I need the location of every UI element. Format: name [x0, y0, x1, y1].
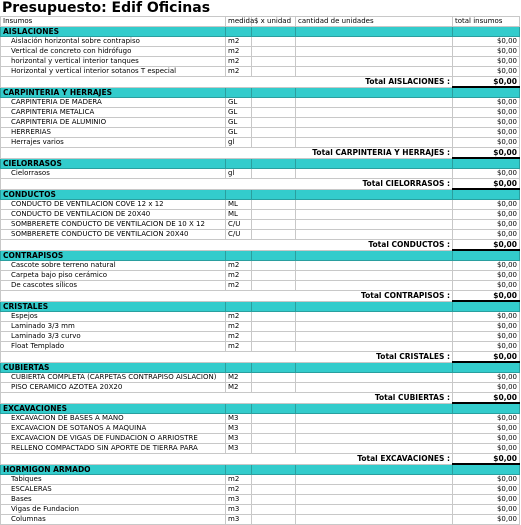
section-total-row	[1, 393, 520, 404]
item-description[interactable]: Horizontal y vertical interior sotanos T especial	[1, 67, 226, 77]
item-total[interactable]: $0,00	[453, 485, 520, 495]
item-total[interactable]: $0,00	[453, 118, 520, 128]
item-row	[1, 485, 520, 495]
item-price-cell[interactable]	[252, 37, 296, 47]
section-header-cell[interactable]	[296, 189, 453, 200]
item-unit[interactable]: m2	[226, 67, 252, 77]
item-total[interactable]: $0,00	[453, 424, 520, 434]
item-row	[1, 414, 520, 424]
item-total[interactable]: $0,00	[453, 312, 520, 322]
section-total-label: Total EXCAVACIONES :	[1, 454, 453, 465]
item-price-cell[interactable]	[252, 373, 296, 383]
item-unit[interactable]: M3	[226, 424, 252, 434]
item-unit[interactable]: m2	[226, 322, 252, 332]
item-row	[1, 169, 520, 179]
section-total-value[interactable]: $0,00	[453, 179, 520, 190]
item-row	[1, 230, 520, 240]
item-description[interactable]: Vigas de Fundacion	[1, 505, 226, 515]
item-total[interactable]: $0,00	[453, 169, 520, 179]
section-header-row	[1, 403, 520, 414]
item-price-cell[interactable]	[252, 128, 296, 138]
item-total[interactable]: $0,00	[453, 271, 520, 281]
item-quantity-cell[interactable]	[296, 485, 453, 495]
item-row	[1, 118, 520, 128]
item-price-cell[interactable]	[252, 495, 296, 505]
section-title[interactable]: HORMIGON ARMADO	[1, 464, 226, 475]
item-description[interactable]: SOMBRERETE CONDUCTO DE VENTILACION DE 10 X 12	[1, 220, 226, 230]
item-description[interactable]: PISO CERAMICO AZOTEA 20X20	[1, 383, 226, 393]
item-quantity-cell[interactable]	[296, 210, 453, 220]
section-header-cell[interactable]	[296, 87, 453, 98]
section-header-cell[interactable]	[226, 464, 252, 475]
item-quantity-cell[interactable]	[296, 414, 453, 424]
item-total[interactable]: $0,00	[453, 434, 520, 444]
item-description[interactable]: RELLENO COMPACTADO SIN APORTE DE TIERRA PARA	[1, 444, 226, 454]
item-price-cell[interactable]	[252, 200, 296, 210]
section-header-cell[interactable]	[226, 301, 252, 312]
section-title[interactable]: AISLACIONES	[1, 27, 226, 37]
item-price-cell[interactable]	[252, 424, 296, 434]
section-header-cell[interactable]	[453, 158, 520, 169]
section-total-row	[1, 454, 520, 465]
section-header-row	[1, 158, 520, 169]
item-price-cell[interactable]	[252, 47, 296, 57]
item-description[interactable]: HERRERIAS	[1, 128, 226, 138]
section-header-cell[interactable]	[252, 301, 296, 312]
item-price-cell[interactable]	[252, 485, 296, 495]
item-description[interactable]: Aislación horizontal sobre contrapiso	[1, 37, 226, 47]
section-title[interactable]: CRISTALES	[1, 301, 226, 312]
header-row	[1, 17, 520, 27]
item-price-cell[interactable]	[252, 210, 296, 220]
section-header-row	[1, 250, 520, 261]
item-price-cell[interactable]	[252, 342, 296, 352]
section-header-cell[interactable]	[296, 250, 453, 261]
item-total[interactable]: $0,00	[453, 322, 520, 332]
item-quantity-cell[interactable]	[296, 373, 453, 383]
item-total[interactable]: $0,00	[453, 373, 520, 383]
item-price-cell[interactable]	[252, 118, 296, 128]
item-row	[1, 322, 520, 332]
section-total-row	[1, 291, 520, 302]
item-quantity-cell[interactable]	[296, 108, 453, 118]
header-cantidad: cantidad de unidades	[296, 17, 453, 27]
item-total[interactable]: $0,00	[453, 200, 520, 210]
item-quantity-cell[interactable]	[296, 424, 453, 434]
item-price-cell[interactable]	[252, 281, 296, 291]
header-medida: medida	[226, 17, 252, 27]
section-total-label: Total CIELORRASOS :	[1, 179, 453, 190]
item-quantity-cell[interactable]	[296, 230, 453, 240]
item-price-cell[interactable]	[252, 434, 296, 444]
section-total-value[interactable]: $0,00	[453, 148, 520, 159]
item-description[interactable]: Herrajes varios	[1, 138, 226, 148]
item-description[interactable]: Columnas	[1, 515, 226, 525]
item-price-cell[interactable]	[252, 57, 296, 67]
item-row	[1, 271, 520, 281]
item-total[interactable]: $0,00	[453, 505, 520, 515]
item-quantity-cell[interactable]	[296, 128, 453, 138]
item-unit[interactable]: M2	[226, 383, 252, 393]
item-total[interactable]: $0,00	[453, 515, 520, 525]
item-unit[interactable]: GL	[226, 98, 252, 108]
item-quantity-cell[interactable]	[296, 200, 453, 210]
item-quantity-cell[interactable]	[296, 322, 453, 332]
item-row	[1, 444, 520, 454]
item-row	[1, 373, 520, 383]
item-description[interactable]: CARPINTERIA DE MADERA	[1, 98, 226, 108]
section-header-cell[interactable]	[453, 87, 520, 98]
item-quantity-cell[interactable]	[296, 47, 453, 57]
section-total-label: Total CARPINTERIA Y HERRAJES :	[1, 148, 453, 159]
section-header-cell[interactable]	[252, 464, 296, 475]
item-row	[1, 505, 520, 515]
item-total[interactable]: $0,00	[453, 98, 520, 108]
section-total-value[interactable]: $0,00	[453, 454, 520, 465]
item-description[interactable]: EXCAVACION DE BASES A MANO	[1, 414, 226, 424]
section-total-value[interactable]: $0,00	[453, 393, 520, 404]
item-unit[interactable]: m2	[226, 37, 252, 47]
item-price-cell[interactable]	[252, 169, 296, 179]
header-total: total insumos	[453, 17, 520, 27]
item-row	[1, 475, 520, 485]
item-price-cell[interactable]	[252, 220, 296, 230]
section-total-label: Total CONDUCTOS :	[1, 240, 453, 251]
section-header-row	[1, 464, 520, 475]
item-description[interactable]: Cielorrasos	[1, 169, 226, 179]
section-title[interactable]: CONDUCTOS	[1, 189, 226, 200]
page-title: Presupuesto: Edif Oficinas	[2, 0, 211, 16]
item-unit[interactable]: M3	[226, 414, 252, 424]
item-row	[1, 312, 520, 322]
item-total[interactable]: $0,00	[453, 281, 520, 291]
item-quantity-cell[interactable]	[296, 383, 453, 393]
item-price-cell[interactable]	[252, 138, 296, 148]
section-total-value[interactable]: $0,00	[453, 291, 520, 302]
item-quantity-cell[interactable]	[296, 67, 453, 77]
item-unit[interactable]: m2	[226, 312, 252, 322]
item-price-cell[interactable]	[252, 505, 296, 515]
item-row	[1, 128, 520, 138]
item-description[interactable]: CONDUCTO DE VENTILACION DE 20X40	[1, 210, 226, 220]
item-unit[interactable]: M3	[226, 434, 252, 444]
item-unit[interactable]: m2	[226, 342, 252, 352]
section-header-cell[interactable]	[252, 158, 296, 169]
section-total-value[interactable]: $0,00	[453, 77, 520, 88]
item-description[interactable]: Float Templado	[1, 342, 226, 352]
item-price-cell[interactable]	[252, 475, 296, 485]
item-total[interactable]: $0,00	[453, 128, 520, 138]
item-price-cell[interactable]	[252, 312, 296, 322]
item-row	[1, 57, 520, 67]
item-description[interactable]: Tabiques	[1, 475, 226, 485]
item-quantity-cell[interactable]	[296, 342, 453, 352]
section-title[interactable]: CUBIERTAS	[1, 362, 226, 373]
item-description[interactable]: ESCALERAS	[1, 485, 226, 495]
item-total[interactable]: $0,00	[453, 383, 520, 393]
section-header-cell[interactable]	[226, 189, 252, 200]
section-header-cell[interactable]	[226, 403, 252, 414]
item-description[interactable]: Laminado 3/3 curvo	[1, 332, 226, 342]
section-header-cell[interactable]	[252, 87, 296, 98]
header-precio: $ x unidad	[252, 17, 296, 27]
section-header-row	[1, 27, 520, 37]
item-row	[1, 515, 520, 525]
item-quantity-cell[interactable]	[296, 312, 453, 322]
section-total-label: Total CUBIERTAS :	[1, 393, 453, 404]
item-unit[interactable]: M2	[226, 373, 252, 383]
section-title[interactable]: CIELORRASOS	[1, 158, 226, 169]
item-unit[interactable]: ML	[226, 210, 252, 220]
item-description[interactable]: Bases	[1, 495, 226, 505]
item-quantity-cell[interactable]	[296, 495, 453, 505]
item-quantity-cell[interactable]	[296, 57, 453, 67]
section-total-label: Total AISLACIONES :	[1, 77, 453, 88]
item-price-cell[interactable]	[252, 383, 296, 393]
item-row	[1, 138, 520, 148]
item-quantity-cell[interactable]	[296, 98, 453, 108]
section-header-cell[interactable]	[226, 87, 252, 98]
item-quantity-cell[interactable]	[296, 138, 453, 148]
section-header-cell[interactable]	[296, 464, 453, 475]
item-unit[interactable]: m3	[226, 505, 252, 515]
item-quantity-cell[interactable]	[296, 118, 453, 128]
item-row	[1, 424, 520, 434]
item-quantity-cell[interactable]	[296, 271, 453, 281]
item-row	[1, 332, 520, 342]
item-unit[interactable]: GL	[226, 108, 252, 118]
item-quantity-cell[interactable]	[296, 434, 453, 444]
section-header-row	[1, 189, 520, 200]
section-header-cell[interactable]	[453, 301, 520, 312]
item-row	[1, 37, 520, 47]
item-total[interactable]: $0,00	[453, 332, 520, 342]
item-unit[interactable]: gl	[226, 169, 252, 179]
item-description[interactable]: Carpeta bajo piso cerámico	[1, 271, 226, 281]
section-title[interactable]: EXCAVACIONES	[1, 403, 226, 414]
section-header-cell[interactable]	[252, 27, 296, 37]
item-total[interactable]: $0,00	[453, 230, 520, 240]
item-quantity-cell[interactable]	[296, 281, 453, 291]
item-price-cell[interactable]	[252, 515, 296, 525]
item-price-cell[interactable]	[252, 108, 296, 118]
section-total-row	[1, 77, 520, 88]
item-description[interactable]: Cascote sobre terreno natural	[1, 261, 226, 271]
item-total[interactable]: $0,00	[453, 475, 520, 485]
section-header-cell[interactable]	[226, 27, 252, 37]
item-unit[interactable]: m2	[226, 271, 252, 281]
item-price-cell[interactable]	[252, 261, 296, 271]
item-row	[1, 67, 520, 77]
item-unit[interactable]: m3	[226, 515, 252, 525]
item-total[interactable]: $0,00	[453, 37, 520, 47]
item-unit[interactable]: m2	[226, 485, 252, 495]
item-total[interactable]: $0,00	[453, 210, 520, 220]
item-description[interactable]: CARPINTERIA METALICA	[1, 108, 226, 118]
item-description[interactable]: CUBIERTA COMPLETA (CARPETAS CONTRAPISO AISLACION)	[1, 373, 226, 383]
item-description[interactable]: Espejos	[1, 312, 226, 322]
item-row	[1, 210, 520, 220]
section-header-cell[interactable]	[226, 250, 252, 261]
item-price-cell[interactable]	[252, 271, 296, 281]
item-unit[interactable]: m2	[226, 57, 252, 67]
item-total[interactable]: $0,00	[453, 342, 520, 352]
section-header-row	[1, 301, 520, 312]
section-header-cell[interactable]	[226, 158, 252, 169]
item-description[interactable]: horizontal y vertical interior tanques	[1, 57, 226, 67]
item-unit[interactable]: m2	[226, 281, 252, 291]
item-description[interactable]: De cascotes sílicos	[1, 281, 226, 291]
section-total-value[interactable]: $0,00	[453, 352, 520, 363]
section-total-row	[1, 179, 520, 190]
section-total-label: Total CRISTALES :	[1, 352, 453, 363]
item-price-cell[interactable]	[252, 332, 296, 342]
item-row	[1, 261, 520, 271]
section-header-cell[interactable]	[252, 403, 296, 414]
header-insumos: Insumos	[1, 17, 226, 27]
item-quantity-cell[interactable]	[296, 444, 453, 454]
item-row	[1, 342, 520, 352]
item-row	[1, 47, 520, 57]
item-total[interactable]: $0,00	[453, 67, 520, 77]
section-header-cell[interactable]	[296, 301, 453, 312]
section-total-value[interactable]: $0,00	[453, 240, 520, 251]
section-header-cell[interactable]	[453, 403, 520, 414]
item-quantity-cell[interactable]	[296, 169, 453, 179]
item-unit[interactable]: C/U	[226, 230, 252, 240]
item-unit[interactable]: m2	[226, 261, 252, 271]
item-row	[1, 200, 520, 210]
item-row	[1, 98, 520, 108]
item-unit[interactable]: ML	[226, 200, 252, 210]
item-total[interactable]: $0,00	[453, 220, 520, 230]
item-unit[interactable]: m2	[226, 47, 252, 57]
section-header-cell[interactable]	[252, 250, 296, 261]
item-total[interactable]: $0,00	[453, 138, 520, 148]
section-total-row	[1, 148, 520, 159]
item-quantity-cell[interactable]	[296, 475, 453, 485]
item-quantity-cell[interactable]	[296, 515, 453, 525]
item-row	[1, 281, 520, 291]
item-quantity-cell[interactable]	[296, 332, 453, 342]
item-row	[1, 383, 520, 393]
item-unit[interactable]: GL	[226, 118, 252, 128]
item-description[interactable]: Laminado 3/3 mm	[1, 322, 226, 332]
item-unit[interactable]: gl	[226, 138, 252, 148]
section-header-cell[interactable]	[296, 403, 453, 414]
item-quantity-cell[interactable]	[296, 505, 453, 515]
section-header-cell[interactable]	[453, 27, 520, 37]
section-header-cell[interactable]	[296, 27, 453, 37]
section-header-cell[interactable]	[226, 362, 252, 373]
item-total[interactable]: $0,00	[453, 57, 520, 67]
section-header-cell[interactable]	[453, 464, 520, 475]
section-total-row	[1, 240, 520, 251]
item-total[interactable]: $0,00	[453, 444, 520, 454]
item-description[interactable]: CONDUCTO DE VENTILACION COVE 12 x 12	[1, 200, 226, 210]
item-price-cell[interactable]	[252, 414, 296, 424]
item-row	[1, 495, 520, 505]
section-header-cell[interactable]	[453, 362, 520, 373]
item-total[interactable]: $0,00	[453, 47, 520, 57]
item-quantity-cell[interactable]	[296, 37, 453, 47]
section-total-row	[1, 352, 520, 363]
item-description[interactable]: CARPINTERIA DE ALUMINIO	[1, 118, 226, 128]
section-header-cell[interactable]	[296, 362, 453, 373]
item-unit[interactable]: GL	[226, 128, 252, 138]
item-unit[interactable]: m2	[226, 332, 252, 342]
section-title[interactable]: CONTRAPISOS	[1, 250, 226, 261]
section-total-label: Total CONTRAPISOS :	[1, 291, 453, 302]
section-header-cell[interactable]	[453, 189, 520, 200]
item-row	[1, 220, 520, 230]
item-description[interactable]: EXCAVACION DE VIGAS DE FUNDACION O ARRIOSTRE	[1, 434, 226, 444]
budget-table	[0, 16, 520, 525]
item-row	[1, 108, 520, 118]
item-description[interactable]: EXCAVACION DE SOTANOS A MAQUINA	[1, 424, 226, 434]
item-total[interactable]: $0,00	[453, 261, 520, 271]
item-price-cell[interactable]	[252, 444, 296, 454]
section-header-cell[interactable]	[296, 158, 453, 169]
section-title[interactable]: CARPINTERIA Y HERRAJES	[1, 87, 226, 98]
item-price-cell[interactable]	[252, 230, 296, 240]
item-price-cell[interactable]	[252, 322, 296, 332]
section-header-row	[1, 87, 520, 98]
item-total[interactable]: $0,00	[453, 414, 520, 424]
item-unit[interactable]: m3	[226, 495, 252, 505]
item-unit[interactable]: C/U	[226, 220, 252, 230]
item-price-cell[interactable]	[252, 98, 296, 108]
item-unit[interactable]: m2	[226, 475, 252, 485]
item-total[interactable]: $0,00	[453, 108, 520, 118]
section-header-cell[interactable]	[453, 250, 520, 261]
item-unit[interactable]: M3	[226, 444, 252, 454]
item-description[interactable]: Vertical de concreto con hidrófugo	[1, 47, 226, 57]
budget-table-body	[1, 17, 520, 525]
item-description[interactable]: SOMBRERETE CONDUCTO DE VENTILACION 20X40	[1, 230, 226, 240]
item-row	[1, 434, 520, 444]
item-quantity-cell[interactable]	[296, 220, 453, 230]
section-header-cell[interactable]	[252, 189, 296, 200]
section-header-cell[interactable]	[252, 362, 296, 373]
item-price-cell[interactable]	[252, 67, 296, 77]
item-quantity-cell[interactable]	[296, 261, 453, 271]
item-total[interactable]: $0,00	[453, 495, 520, 505]
section-header-row	[1, 362, 520, 373]
